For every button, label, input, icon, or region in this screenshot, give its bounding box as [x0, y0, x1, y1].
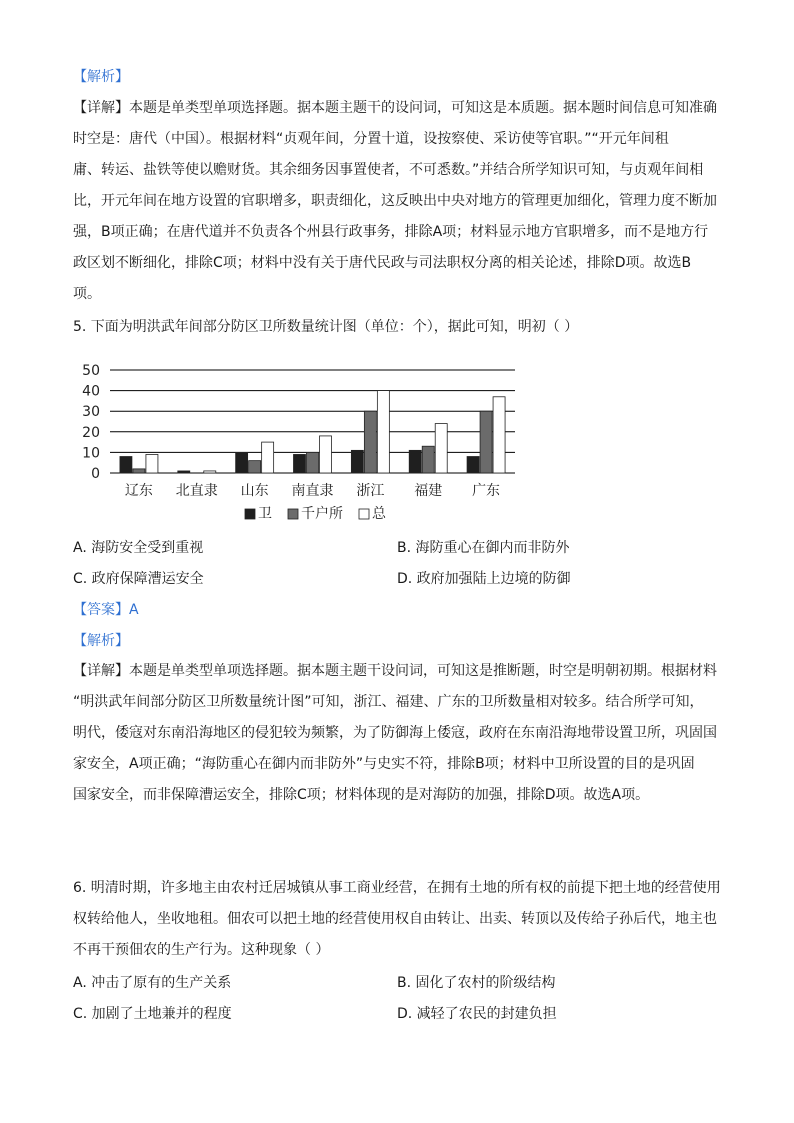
text-line: 明代，倭寇对东南沿海地区的侵犯较为频繁，为了防御海上倭寇，政府在东南沿海地带设置卫所，巩固国 [73, 725, 717, 741]
x-tick-label: 福建 [414, 483, 443, 499]
y-tick-label: 0 [91, 466, 100, 482]
q5-answer: 【答案】A [73, 602, 139, 618]
bar-wei [120, 457, 132, 473]
bar-qianhusuo [133, 469, 145, 473]
bar-chart [70, 355, 540, 535]
bar-total [262, 442, 274, 473]
x-tick-label: 广东 [472, 483, 501, 499]
text-line: 6. 明清时期，许多地主由农村迁居城镇从事工商业经营，在拥有土地的所有权的前提下把土地的经营使用 [73, 880, 721, 896]
bar-wei [467, 457, 479, 473]
text-line: 强，B项正确；在唐代道并不负责各个州县行政事务，排除A项；材料显示地方官职增多，而不是地方行 [73, 224, 709, 240]
q5-analysis-text [73, 656, 723, 811]
y-tick-label: 20 [82, 424, 100, 441]
y-tick-label: 40 [82, 383, 100, 400]
q5-option-c: C. 政府保障漕运安全 [73, 571, 204, 587]
q6-option-c: C. 加剧了土地兼并的程度 [73, 1006, 232, 1022]
text-line: 项。 [73, 286, 101, 302]
legend-swatch [288, 509, 298, 519]
text-line: 比，开元年间在地方设置的官职增多，职责细化，这反映出中央对地方的管理更加细化，管理力度不断加 [73, 193, 717, 209]
bar-qianhusuo [249, 461, 261, 473]
bar-total [493, 397, 505, 473]
bar-total [435, 424, 447, 473]
x-tick-label: 山东 [240, 483, 269, 499]
bar-qianhusuo [480, 411, 492, 473]
text-line: “明洪武年间部分防区卫所数量统计图”可知，浙江、福建、广东的卫所数量相对较多。结合所学可知， [73, 694, 704, 710]
q5-analysis-label: 【解析】 [73, 633, 129, 649]
bar-total [320, 436, 332, 473]
bar-qianhusuo [422, 446, 434, 473]
text-line: 庸、转运、盐铁等使以赡财货。其余细务因事置使者，不可悉数。”并结合所学知识可知，与贞观年间相 [73, 162, 704, 178]
y-tick-label: 50 [82, 363, 100, 379]
q5-option-d: D. 政府加强陆上边境的防御 [397, 571, 571, 587]
x-tick-label: 北直隶 [175, 483, 218, 499]
q4-analysis-label: 【解析】 [73, 69, 129, 85]
legend-label: 总 [372, 506, 386, 522]
bar-qianhusuo [307, 452, 319, 473]
legend-label: 卫 [258, 506, 272, 522]
text-line: 时空是：唐代（中国）。根据材料“贞观年间，分置十道，设按察使、采访使等官职。”“开元年间租 [73, 131, 669, 147]
x-tick-label: 辽东 [124, 483, 153, 499]
q6-option-d: D. 减轻了农民的封建负担 [397, 1006, 557, 1022]
legend-label: 千户所 [301, 506, 343, 522]
x-tick-label: 浙江 [356, 483, 385, 499]
bar-wei [294, 454, 306, 473]
text-line: 家安全，A项正确；“海防重心在御内而非防外”与史实不符，排除B项；材料中卫所设置的目的是巩固 [73, 756, 695, 772]
legend-swatch [245, 509, 255, 519]
bar-total [204, 471, 216, 473]
bar-wei [409, 450, 421, 473]
x-tick-label: 南直隶 [291, 483, 334, 499]
bar-wei [178, 471, 190, 473]
bar-wei [236, 452, 248, 473]
text-line: 【详解】本题是单类型单项选择题。据本题主题干设问词，可知这是推断题，时空是明朝初期。根据材料 [73, 663, 717, 679]
y-tick-label: 10 [82, 445, 100, 462]
q6-option-b: B. 固化了农村的阶级结构 [397, 975, 556, 991]
q4-analysis-text [73, 93, 723, 310]
q6-option-a: A. 冲击了原有的生产关系 [73, 975, 232, 991]
text-line: 国家安全，而非保障漕运安全，排除C项；材料体现的是对海防的加强，排除D项。故选A项。 [73, 787, 650, 803]
q5-option-a: A. 海防安全受到重视 [73, 540, 204, 556]
q5-option-b: B. 海防重心在御内而非防外 [397, 540, 570, 556]
y-tick-label: 30 [82, 404, 100, 421]
text-line: 政区划不断细化，排除C项；材料中没有关于唐代民政与司法职权分离的相关论述，排除D项。故选B [73, 255, 692, 271]
bar-total [146, 454, 158, 473]
text-line: 不再干预佃农的生产行为。这种现象（ ） [73, 942, 330, 958]
q6-stem [73, 873, 723, 966]
bar-total [377, 391, 389, 473]
legend-swatch [359, 509, 369, 519]
text-line: 【详解】本题是单类型单项选择题。据本题主题干的设问词，可知这是本质题。据本题时间信息可知准确 [73, 100, 717, 116]
bar-qianhusuo [364, 411, 376, 473]
q5-stem: 5. 下面为明洪武年间部分防区卫所数量统计图（单位：个），据此可知，明初（ ） [73, 319, 579, 335]
bar-wei [351, 450, 363, 473]
text-line: 权转给他人，坐收地租。佃农可以把土地的经营使用权自由转让、出卖、转顶以及传给子孙后代，地主也 [73, 911, 717, 927]
